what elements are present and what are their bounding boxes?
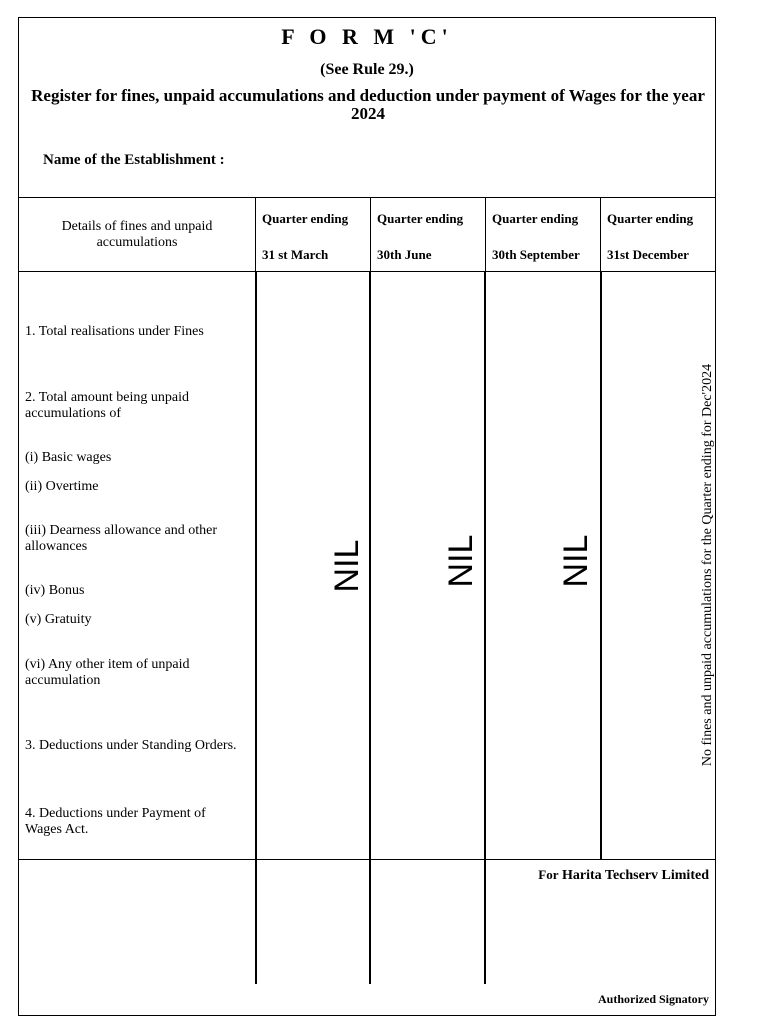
item-dearness-allowance: (iii) Dearness allowance and other allowances <box>25 523 218 554</box>
col-divider-2 <box>369 272 371 984</box>
item-total-fines: 1. Total realisations under Fines <box>25 324 204 339</box>
form-title: F O R M 'C' <box>281 24 453 49</box>
quarter-4-date: 31st December <box>607 247 689 262</box>
quarter-1-label: Quarter ending <box>262 211 349 226</box>
item-bonus: (iv) Bonus <box>25 583 85 598</box>
quarter-2-date: 30th June <box>377 247 432 262</box>
col-divider-1 <box>255 272 257 984</box>
item-other-unpaid: (vi) Any other item of unpaid accumulation <box>25 657 190 688</box>
quarter-3-label: Quarter ending <box>492 211 579 226</box>
details-column-header: Details of fines and unpaid accumulations <box>61 219 213 250</box>
authorized-signatory: Authorized Signatory <box>598 992 709 1006</box>
col-divider-3-head <box>485 197 486 272</box>
item-basic-wages: (i) Basic wages <box>25 450 112 465</box>
item-payment-wages-act: 4. Deductions under Payment of Wages Act. <box>25 806 206 837</box>
header-divider <box>18 197 716 198</box>
quarter-2-label: Quarter ending <box>377 211 464 226</box>
col-divider-2-head <box>370 197 371 272</box>
quarter-3-date: 30th September <box>492 247 580 262</box>
for-prefix: For <box>538 867 559 882</box>
quarter-2-value: NIL <box>442 534 480 588</box>
quarter-1-date: 31 st March <box>262 247 329 262</box>
quarter-1-value: NIL <box>328 539 366 593</box>
col-divider-1-head <box>255 197 256 272</box>
col-divider-4-head <box>600 197 601 272</box>
item-standing-orders: 3. Deductions under Standing Orders. <box>25 738 237 753</box>
register-title: Register for fines, unpaid accumulations and deduction under payment of Wages for the year 2024 <box>31 86 705 123</box>
establishment-label: Name of the Establishment : <box>43 152 225 168</box>
col-divider-4 <box>600 272 602 860</box>
quarter-3-value: NIL <box>557 534 595 588</box>
body-divider <box>18 859 716 860</box>
quarter-4-label: Quarter ending <box>607 211 694 226</box>
item-unpaid-accumulations: 2. Total amount being unpaid accumulations of <box>25 390 190 421</box>
col-divider-3 <box>484 272 486 984</box>
quarter-4-note: No fines and unpaid accumulations for the Quarter ending for Dec'2024 <box>700 363 715 767</box>
rule-reference: (See Rule 29.) <box>320 61 414 78</box>
company-name: Harita Techserv Limited <box>562 868 709 883</box>
column-header-divider <box>18 271 716 272</box>
item-gratuity: (v) Gratuity <box>25 612 92 627</box>
company-signature-line <box>538 867 709 884</box>
item-overtime: (ii) Overtime <box>25 479 99 494</box>
